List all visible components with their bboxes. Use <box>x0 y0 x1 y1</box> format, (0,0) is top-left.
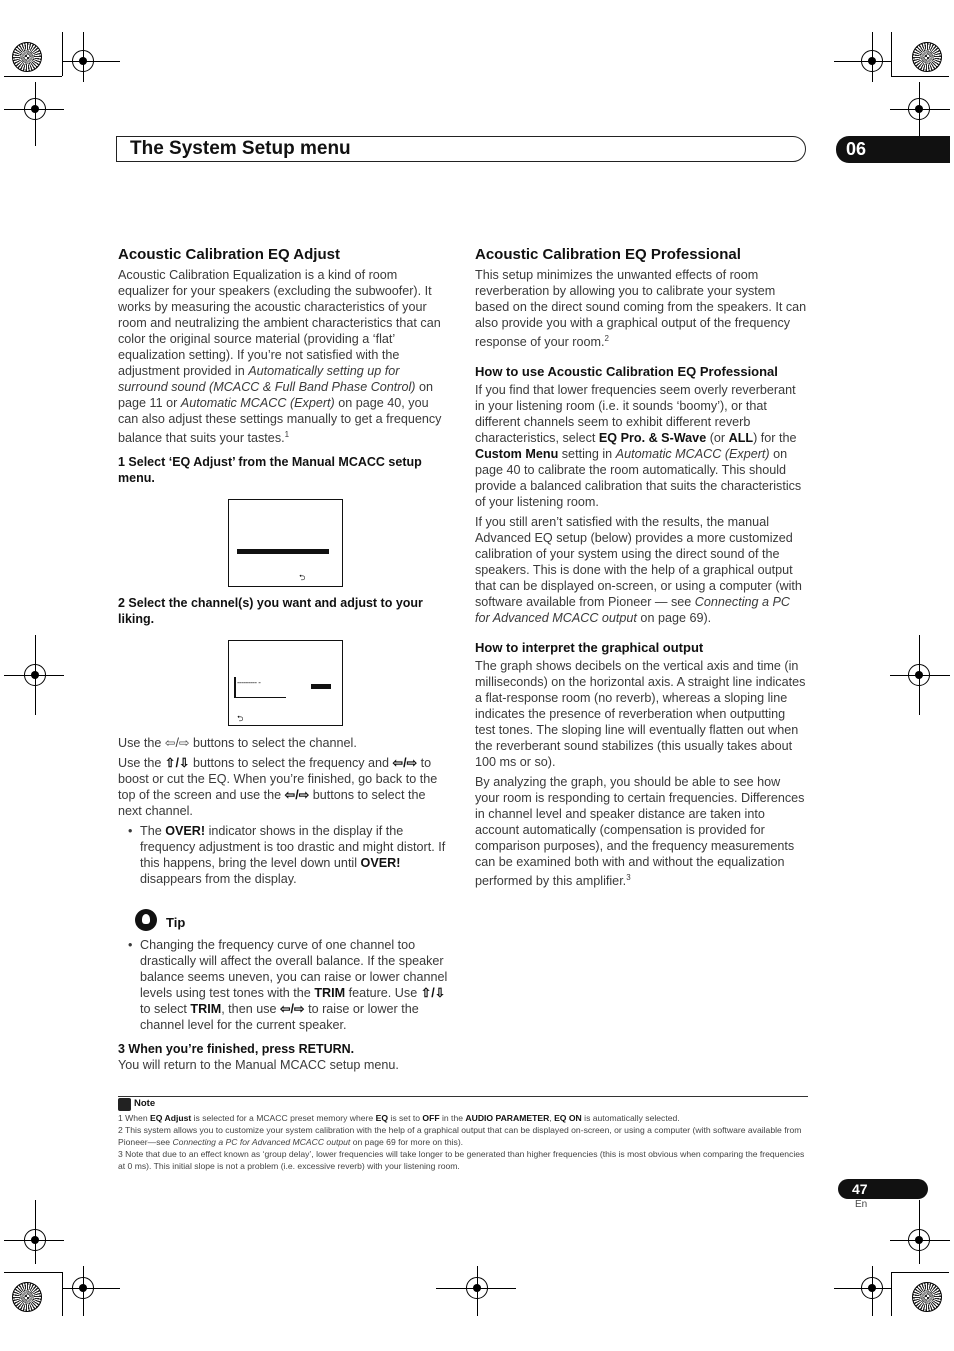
page-title: The System Setup menu <box>130 138 351 159</box>
eq-pro-intro: This setup minimizes the unwanted effects of room reverberation by allowing you to calibrate your system based on the direct sound coming from the speakers. It can also provide you with a graphical output of the frequency response of your room.$^2$ <box>475 268 807 350</box>
color-target-icon <box>912 42 942 72</box>
subheading-interpret-graph: How to interpret the graphical output <box>475 640 704 656</box>
tip-label: Tip <box>166 915 186 930</box>
page-number: 47 <box>838 1179 928 1199</box>
color-target-icon <box>12 42 42 72</box>
color-target-icon <box>912 1282 942 1312</box>
note-label: Note <box>134 1098 156 1109</box>
color-target-icon <box>12 1282 42 1312</box>
right-column <box>475 246 808 893</box>
how-to-use-p1: If you find that lower frequencies seem overly reverberant in your listening room (i.e. it sounds ‘boomy’), or that different channels seem to exhibit different reverb characteristics, select EQ Pro. & S-Wave (or ALL) for the Custom Menu setting in Automatic MCACC (Expert) on page 40 to calibrate the room automatically. This should provide a balanced calibration that suits the characteristics of your listening room. <box>475 383 802 510</box>
osd-axis <box>234 697 286 698</box>
left-column-step2 <box>118 595 451 627</box>
step-3: 3 When you’re finished, press RETURN. <box>118 1042 355 1056</box>
section-heading-eq-adjust: Acoustic Calibration EQ Adjust <box>118 246 340 263</box>
chapter-number: 06 <box>836 136 950 163</box>
how-to-use-p2: If you still aren’t satisfied with the results, the manual Advanced EQ setup (below) provides a more customized calibration of your system using the direct sound of the speakers. This is done with the help of a graphical output that can be displayed on-screen, or using a computer (with software available from Pioneer — see Connecting a PC for Advanced MCACC output on page 69). <box>475 515 802 626</box>
return-icon: ⮌ <box>237 714 244 723</box>
language-code: En <box>855 1199 868 1210</box>
interpret-graph-p1: The graph shows decibels on the vertical axis and time (in milliseconds) on the horizontal axis. A straight line indicates a flat-response room (no reverb), whereas a sloping line indicates the presence of reverberation when outputting test tones. The sloping line will eventually flatten out when the reverberant sound stabilizes (this usually takes about 100 ms or so). <box>475 659 806 770</box>
osd-highlight-bar <box>237 549 329 554</box>
tip-bullet: • Changing the frequency curve of one channel too drastically will affect the overall balance. If the speaker balance seems uneven, you can raise or lower channel levels using test tones with the TRIM feature. Use ⇧/⇩ to select TRIM, then use ⇦/⇨ to raise or lower the channel level for the current speaker. <box>128 938 448 1032</box>
left-column-body <box>118 735 451 887</box>
step-3-text: You will return to the Manual MCACC setup menu. <box>118 1058 399 1072</box>
return-icon: ⮌ <box>299 573 306 582</box>
eq-adjust-intro: Acoustic Calibration Equalization is a kind of room equalizer for your speakers (excluding the subwoofer). It works by measuring the acoustic characteristics of your room and neutralizing the ambient characteristics that can color the original source material (providing a ‘flat’ equalization setting). If you’re not satisfied with the adjustment provided in Automatically setting up for surround sound (MCACC & Full Band Phase Control) on page 11 or Automatic MCACC (Expert) on page 40, you can also adjust these settings manually to get a frequency balance that suits your tastes.$^1$ <box>118 268 442 446</box>
osd-slider <box>311 684 331 689</box>
interpret-graph-p2: By analyzing the graph, you should be able to see how your room is responding to certain frequencies. Differences in channel level and speaker distance are taken into account automatically (compensation is provided for comparison purposes), and the frequency measurements can be examined both with and without the equalization performed by this amplifier.$^3$ <box>475 775 805 889</box>
note-icon <box>118 1098 131 1111</box>
section-heading-eq-professional: Acoustic Calibration EQ Professional <box>475 246 741 263</box>
footnote-2: 2 This system allows you to customize your system calibration with the help of a graphical output that can be displayed on-screen, or using a computer (with software available from Pioneer—see Connecting a PC for Advanced MCACC output on page 69 for more on this). <box>118 1125 802 1147</box>
footnote-1: 1 When EQ Adjust is selected for a MCACC preset memory where EQ is set to OFF in the AUDIO PARAMETER, EQ ON is automatically selected. <box>118 1113 680 1123</box>
tip-lightbulb-icon <box>135 909 157 931</box>
osd-eq-line: --------- - <box>237 678 261 687</box>
use-arrows-frequency: Use the ⇧/⇩ buttons to select the frequency and ⇦/⇨ to boost or cut the EQ. When you’re finished, go back to the top of the screen and use the ⇦/⇨ buttons to select the next channel. <box>118 756 438 818</box>
step-1: 1 Select ‘EQ Adjust’ from the Manual MCACC setup menu. <box>118 455 422 486</box>
footnotes <box>118 1112 808 1172</box>
footnote-3: 3 Note that due to an effect known as ‘group delay’, lower frequencies will take longer to be generated than higher frequencies (this is most obvious when comparing the frequencies at 0 ms). This initial slope is not a problem (i.e. excessive reverb) with your listening room. <box>118 1149 805 1171</box>
left-column <box>118 246 451 486</box>
tip-content <box>118 937 451 1077</box>
over-indicator-bullet: • The OVER! indicator shows in the display if the frequency adjustment is too drastic and might distort. If this happens, bring the level down until OVER! disappears from the display. <box>128 824 446 886</box>
step-2: 2 Select the channel(s) you want and adjust to your liking. <box>118 596 423 626</box>
subheading-how-to-use: How to use Acoustic Calibration EQ Professional <box>475 364 778 380</box>
osd-screen-2 <box>228 640 343 726</box>
osd-axis <box>234 677 236 697</box>
osd-screen-1 <box>228 499 343 587</box>
notes-divider <box>118 1096 808 1097</box>
use-arrows-channel: Use the ⇦/⇨ buttons to select the channel. <box>118 736 357 750</box>
